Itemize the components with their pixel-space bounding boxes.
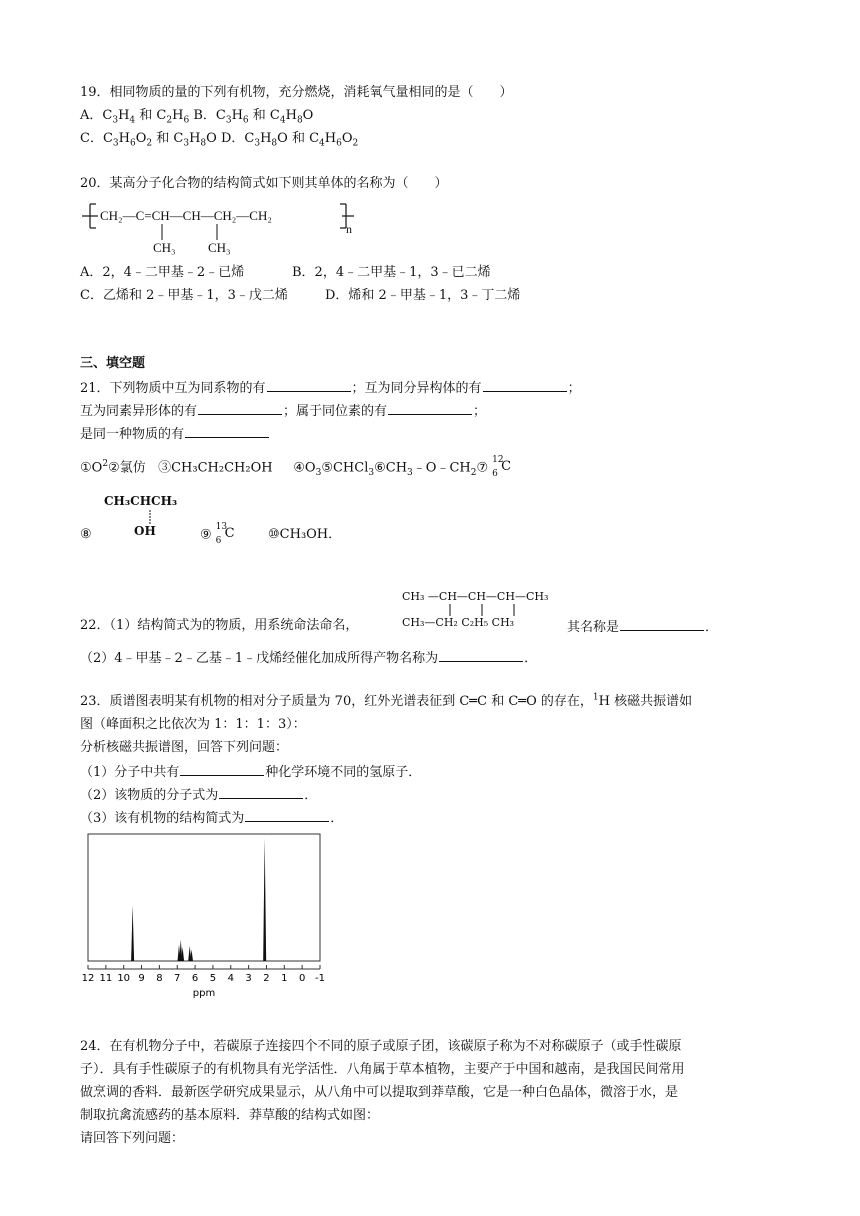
answer-blank[interactable]	[185, 424, 269, 438]
q20-option-c: C．乙烯和 2﹣甲基﹣1，3﹣戊二烯	[80, 288, 288, 303]
q21-item10: ⑩CH₃OH．	[268, 527, 342, 542]
q21-item8-structure: CH₃CHCH₃ OH	[104, 494, 178, 538]
x-tick-label: 9	[138, 973, 145, 984]
q22-structure: CH₃ —CH—CH—CH—CH₃ CH₃—CH₂ C₂H₅ CH₃	[402, 588, 562, 636]
q23-line3: 分析核磁共振谱图，回答下列问题：	[80, 740, 289, 755]
q22-line2: （2）4﹣甲基﹣2﹣乙基﹣1﹣戊烯经催化加成所得产物名称为 ．	[80, 648, 537, 668]
x-axis-label: ppm	[192, 988, 216, 999]
x-tick-label: 11	[99, 973, 113, 984]
q24-line1: 24．在有机物分子中，若碳原子连接四个不同的原子或原子团，该碳原子称为不对称碳原子（或手性碳原	[80, 1039, 682, 1054]
polymer-branch-1: CH₃	[153, 240, 176, 255]
q21-item9: ⑨ 13 6 C	[200, 522, 235, 546]
nmr-peak	[131, 905, 134, 961]
answer-blank[interactable]	[620, 617, 704, 631]
q19-stem: 19．相同物质的量的下列有机物，充分燃烧，消耗氧气量相同的是（ ）	[80, 85, 513, 100]
x-tick-label: 1	[281, 973, 288, 984]
polymer-branch-2: CH₃	[208, 240, 231, 255]
answer-blank[interactable]	[267, 378, 351, 392]
answer-blank[interactable]	[219, 785, 303, 799]
x-tick-label: 10	[117, 973, 131, 984]
answer-blank[interactable]	[245, 808, 329, 822]
answer-blank[interactable]	[198, 401, 282, 415]
polymer-n: n	[346, 222, 352, 236]
q19-options-cd: C．$C_3H_6O_2$ 和 $C_3H_8O$ D．$C_3H_8O$ 和 $C_4H_6O_2$	[80, 131, 359, 149]
q24-line5: 请回答下列问题：	[80, 1131, 185, 1146]
q23-line2: 图（峰面积之比依次为 1：1：1：3）：	[80, 717, 306, 732]
q20-option-b: B．2，4﹣二甲基﹣1，3﹣已二烯	[292, 265, 491, 280]
chart-peaks	[131, 838, 266, 961]
q21-item8-label: ⑧	[80, 527, 92, 542]
q23-line1: 23．质谱图表明某有机物的相对分子质量为 70，红外光谱表征到 C═C 和 C═O 的存在，$^1$H 核磁共振谱如	[80, 692, 693, 709]
q21-items-row1: $①O^2②$氯仿 ③CH₃CH₂CH₂OH $④O_3⑤CHCl_3⑥CH_3﹣O﹣CH_2⑦$ 12 6 C	[80, 455, 512, 479]
x-tick-label: 7	[174, 973, 181, 984]
x-tick-label: -1	[315, 973, 325, 984]
x-tick-label: 4	[227, 973, 234, 984]
nmr-peak	[263, 838, 266, 961]
q23-sub1: （1）分子中共有 种化学环境不同的氢原子．	[80, 762, 421, 782]
x-tick-label: 2	[263, 973, 270, 984]
q21-line3: 是同一种物质的有	[80, 424, 270, 444]
answer-blank[interactable]	[439, 648, 523, 662]
x-tick-label: 6	[191, 973, 199, 984]
q24-line4: 制取抗禽流感药的基本原料．莽草酸的结构式如图：	[80, 1108, 380, 1123]
q24-line2: 子）．具有手性碳原子的有机物具有光学活性．八角属于草本植物，主要产于中国和越南，是我国民间常用	[80, 1062, 685, 1077]
x-tick-label: 3	[245, 973, 252, 984]
answer-blank[interactable]	[483, 378, 567, 392]
q20-stem: 20．某高分子化合物的结构简式如下则其单体的名称为（ ）	[80, 176, 448, 191]
q24-line3: 做烹调的香料．最新医学研究成果显示，从八角中可以提取到莽草酸，它是一种白色晶体，微溶于水，是	[80, 1085, 679, 1100]
nmr-spectrum-chart	[80, 832, 330, 1002]
q23-sub2: （2）该物质的分子式为 ．	[80, 785, 317, 805]
q22-line1a: 22．（1）结构简式为的物质，用系统命法命名，	[80, 618, 359, 633]
x-tick-label: 0	[298, 973, 306, 984]
q21-line1: 21．下列物质中互为同系物的有 ；互为同分异构体的有 ；	[80, 378, 581, 398]
q20-option-d: D．烯和 2﹣甲基﹣1，3﹣丁二烯	[325, 288, 521, 303]
section-title: 三、填空题	[80, 356, 146, 371]
q19-options-ab: A．$C_3H_4$ 和 $C_2H_6$ B．$C_3H_6$ 和 $C_4H_8O$	[80, 108, 314, 126]
isotope-c12: 12 6 C	[492, 455, 512, 479]
isotope-c13: 13 6 C	[215, 522, 235, 546]
answer-blank[interactable]	[180, 762, 264, 776]
chart-frame	[88, 834, 320, 961]
chart-ticks	[82, 965, 325, 984]
q23-sub3: （3）该有机物的结构简式为 ．	[80, 808, 343, 828]
q20-option-a: A．2，4﹣二甲基﹣2﹣已烯	[80, 265, 245, 280]
x-tick-label: 5	[209, 973, 217, 984]
x-tick-label: 12	[81, 973, 95, 984]
q20-polymer-structure	[80, 198, 360, 262]
q22-line1b: 其名称是 ．	[567, 617, 718, 637]
answer-blank[interactable]	[388, 401, 472, 415]
polymer-main-chain: CH₂—C=CH—CH—CH₂—CH₂	[100, 208, 272, 223]
x-tick-label: 8	[156, 973, 163, 984]
q21-line2: 互为同素异形体的有 ；属于同位素的有 ；	[80, 401, 486, 421]
